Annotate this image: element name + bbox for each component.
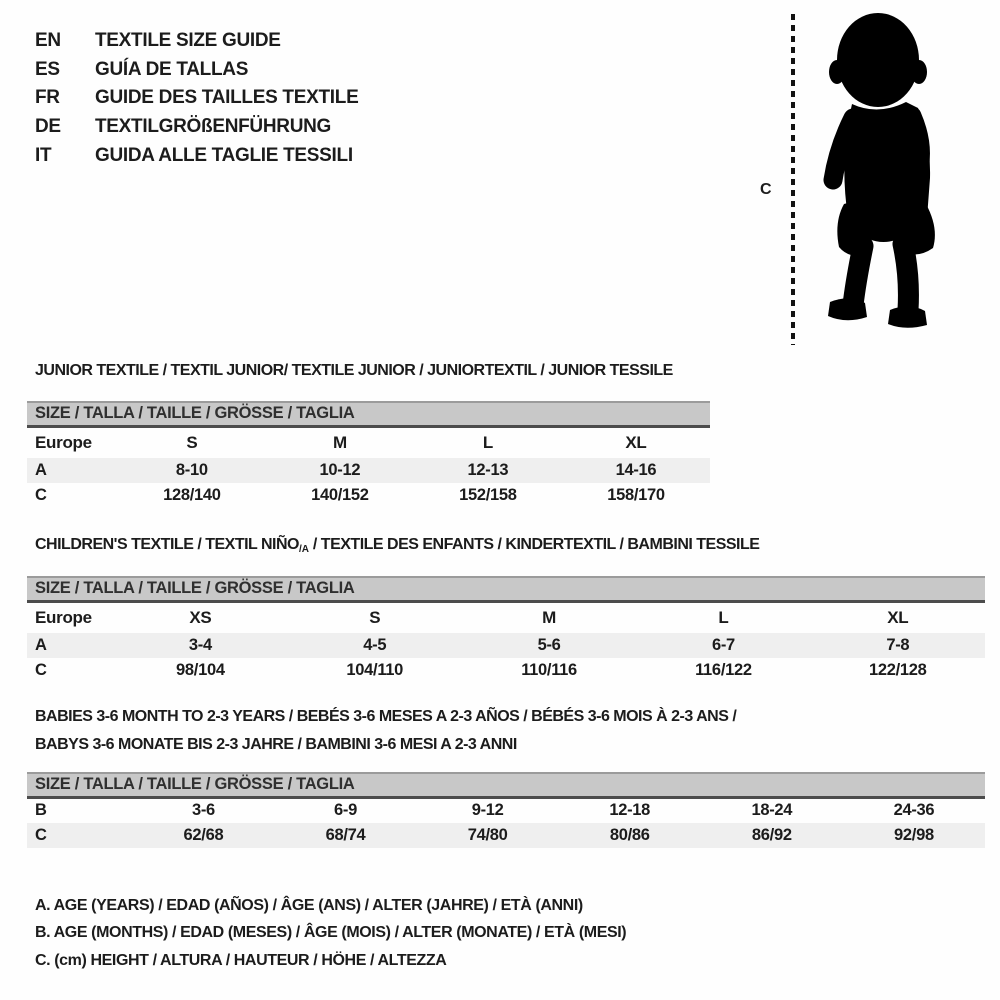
lang-row-es	[35, 56, 358, 85]
size-header-bar: SIZE / TALLA / TAILLE / GRÖSSE / TAGLIA	[27, 577, 985, 602]
size-column-header: S	[369, 607, 381, 627]
babies-size-table	[27, 772, 985, 848]
value-cell: 4-5	[363, 635, 387, 654]
children-section-title	[35, 531, 759, 564]
lang-row-de	[35, 113, 358, 142]
junior-section-title	[35, 357, 673, 385]
children-section-title-text: CHILDREN'S TEXTILE / TEXTIL NIÑO	[35, 536, 299, 553]
babies-section-title-line2: BABYS 3-6 MONATE BIS 2-3 JAHRE / BAMBINI 3-6 MESI A 2-3 ANNI	[35, 735, 517, 753]
value-cell: 68/74	[325, 825, 366, 844]
value-cell: 12-18	[609, 801, 651, 820]
value-cell: 86/92	[751, 825, 792, 844]
value-cell: 14-16	[615, 460, 657, 479]
toddler-silhouette-icon	[806, 8, 956, 343]
lang-label: GUÍA DE TALLAS	[95, 58, 249, 80]
value-cell: 24-36	[893, 801, 935, 820]
value-cell: 10-12	[319, 460, 361, 479]
value-cell: 128/140	[163, 485, 221, 504]
lang-label: TEXTILE SIZE GUIDE	[95, 30, 281, 52]
value-cell: 110/116	[521, 660, 577, 679]
lang-code: IT	[35, 144, 52, 166]
babies-section-title-line1: BABIES 3-6 MONTH TO 2-3 YEARS / BEBÉS 3-6 MESES A 2-3 AÑOS / BÉBÉS 3-6 MOIS À 2-3 ANS /	[35, 708, 737, 725]
value-cell: 116/122	[695, 660, 752, 679]
lang-row-it	[35, 141, 358, 170]
value-cell: 122/128	[869, 660, 927, 679]
size-header-bar: SIZE / TALLA / TAILLE / GRÖSSE / TAGLIA	[27, 402, 710, 427]
lang-row-en	[35, 27, 358, 56]
lang-code: FR	[35, 87, 60, 109]
size-column-header: M	[542, 607, 557, 627]
size-column-header: S	[186, 432, 198, 452]
value-cell: 9-12	[471, 801, 504, 820]
table-row-height	[27, 658, 985, 683]
value-cell: 7-8	[886, 635, 910, 654]
table-row-age-months	[27, 798, 985, 823]
footnote-age-months: B. AGE (MONTHS) / EDAD (MESES) / ÂGE (MOIS) / ALTER (MONATE) / ETÀ (MESI)	[35, 924, 627, 942]
lang-code: DE	[35, 116, 61, 138]
language-title-block	[35, 27, 358, 170]
lang-row-fr	[35, 84, 358, 113]
legend-footnotes	[35, 892, 626, 974]
value-cell: 6-7	[711, 635, 735, 654]
value-cell: 158/170	[607, 485, 665, 504]
lang-code: EN	[35, 30, 61, 52]
value-cell: 152/158	[459, 485, 517, 504]
footnote-height-cm: C. (cm) HEIGHT / ALTURA / HAUTEUR / HÖHE / ALTEZZA	[35, 951, 447, 969]
value-cell: 3-4	[188, 635, 212, 654]
size-column-header: L	[718, 607, 729, 627]
lang-label: GUIDE DES TAILLES TEXTILE	[95, 87, 359, 109]
value-cell: 140/152	[311, 485, 369, 504]
footnote-age-years: A. AGE (YEARS) / EDAD (AÑOS) / ÂGE (ANS) / ALTER (JAHRE) / ETÀ (ANNI)	[35, 897, 583, 914]
row-label-cell: B	[35, 801, 47, 820]
table-row-age	[27, 458, 710, 483]
size-bar-row	[27, 577, 985, 602]
lang-code: ES	[35, 58, 60, 80]
size-bar-row	[27, 402, 710, 427]
value-cell: 74/80	[467, 825, 508, 844]
row-label-cell: A	[35, 635, 47, 654]
value-cell: 12-13	[467, 460, 509, 479]
row-label-cell: C	[35, 660, 47, 679]
value-cell: 8-10	[175, 460, 208, 479]
region-header-cell: Europe	[35, 607, 92, 627]
value-cell: 62/68	[183, 825, 224, 844]
size-column-header: L	[482, 432, 493, 452]
junior-section-title-text: JUNIOR TEXTILE / TEXTIL JUNIOR/ TEXTILE JUNIOR / JUNIORTEXTIL / JUNIOR TESSILE	[35, 362, 673, 379]
value-cell: 3-6	[191, 801, 215, 820]
row-label-cell: C	[35, 485, 47, 504]
size-column-header: XL	[887, 607, 909, 627]
height-measure-label: C	[760, 181, 772, 198]
region-header-cell: Europe	[35, 432, 92, 452]
children-title-subscript: /A	[298, 544, 309, 555]
size-column-header: M	[332, 432, 347, 452]
table-row-age	[27, 633, 985, 658]
table-row-height	[27, 483, 710, 508]
junior-size-table	[27, 401, 710, 508]
lang-label: TEXTILGRÖßENFÜHRUNG	[95, 116, 332, 138]
height-dashed-line	[791, 14, 795, 345]
column-header-row	[27, 427, 710, 458]
children-section-title-text: / TEXTILE DES ENFANTS / KINDERTEXTIL / BAMBINI TESSILE	[308, 536, 760, 553]
size-bar-row	[27, 773, 985, 798]
children-size-table	[27, 576, 985, 683]
babies-section-title	[35, 703, 736, 758]
size-column-header: XS	[189, 607, 212, 627]
size-column-header: XL	[625, 432, 647, 452]
value-cell: 98/104	[176, 660, 225, 679]
value-cell: 80/86	[609, 825, 650, 844]
value-cell: 5-6	[537, 635, 561, 654]
value-cell: 104/110	[346, 660, 404, 679]
value-cell: 92/98	[894, 825, 934, 844]
value-cell: 6-9	[334, 801, 357, 820]
column-header-row	[27, 602, 985, 633]
table-row-height	[27, 823, 985, 848]
size-header-bar: SIZE / TALLA / TAILLE / GRÖSSE / TAGLIA	[27, 773, 985, 798]
row-label-cell: C	[35, 825, 47, 844]
row-label-cell: A	[35, 460, 47, 479]
lang-label: GUIDA ALLE TAGLIE TESSILI	[95, 144, 353, 166]
value-cell: 18-24	[751, 801, 793, 820]
